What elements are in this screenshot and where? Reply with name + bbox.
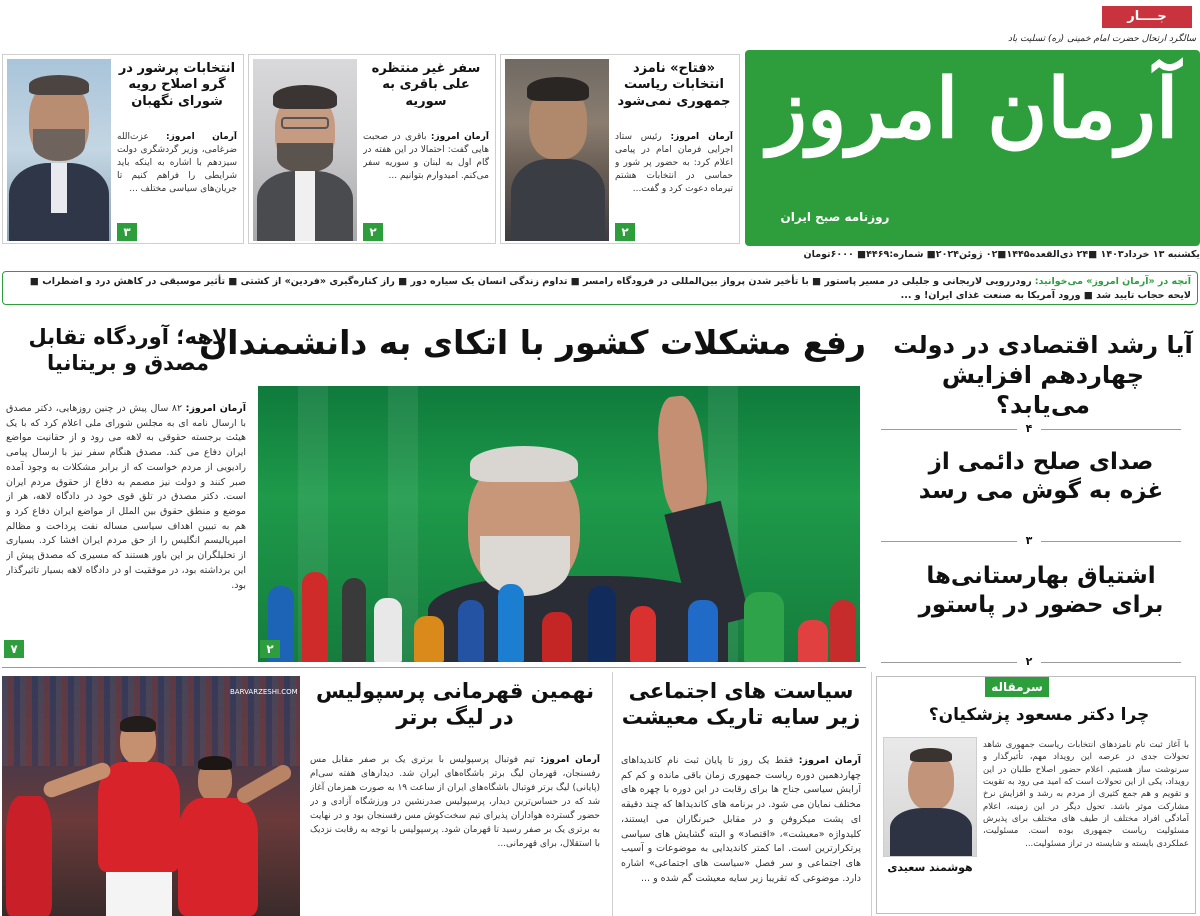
editorial-author: هوشمند سعیدی — [887, 861, 973, 874]
bottom-story-2-text: تیم فوتبال پرسپولیس با برتری یک بر صفر مقابل مس رفسنجان، قهرمان لیگ برتر باشگاه‌های ایران شد. دیدارهای هفته سی‌ام (پایانی) لیگ برتر فوتبال باشگاه‌های ایران از ساعت ۱۹ به صورت همزمان آغاز شد که در حساس‌ترین دیدار، پرسپولیس صدرنشین در ورزشگاه آزادی و در حضور گسترده هواداران پذیرای تیم سخت‌کوش مس رفسنجان بود و در نهایت به برتری یک بر صفر رسید تا قهرمان شود. پرسپولیس با توجه به رقابت نزدیک با استقلال، برای قهرمانی... — [310, 755, 600, 849]
bottom-story-1-text: فقط یک روز تا پایان ثبت نام کاندیداهای چهاردهمین دوره ریاست جمهوری زمان باقی مانده و کم کم آرایش سیاسی جناح ها برای رقابت در این دوره با چهره های مختلف نمایان می شود. در برنامه های کاندیداها که چند دقیقه ای پشت میکروفن و در مقابل خبرنگاران می ایستند، کلیدواژه «معیشت»، «اقتصاد» و البته گشایش های سیاسی پرتکرارترین است. اما کمتر کاندیدایی به موضوعات و آسیب های اجتماعی و سر فصل «سیاست های اجتماعی» اشاره دارد. موضوعی که تقریبا زیر سایه معیشت گم شده و ... — [621, 755, 861, 884]
right-story-3-title[interactable]: اشتیاق بهارستانی‌ها برای حضور در پاستور — [918, 563, 1164, 618]
bottom-story-1-body — [621, 754, 861, 914]
right-story-3-page: ۲ — [1017, 655, 1041, 668]
top-story-1[interactable] — [500, 54, 740, 244]
masthead-tag: جــــار — [1102, 6, 1192, 28]
masthead — [745, 0, 1200, 266]
main-photo — [258, 386, 860, 662]
left-story-body — [6, 402, 246, 638]
top-story-1-lead: آرمان امروز: — [670, 132, 733, 142]
top-story-2-page: ۲ — [363, 223, 383, 241]
bottom-story-1-lead: آرمان امروز: — [798, 755, 861, 766]
top-story-2-title: سفر غیر منتظره علی باقری به سوریه — [371, 61, 481, 109]
bottom-story-1-title: سیاست های اجتماعی زیر سایه تاریک معیشت — [621, 679, 861, 730]
right-story-2-page: ۳ — [1017, 534, 1041, 547]
right-story-1-page: ۴ — [1017, 422, 1041, 435]
masthead-dedication: سالگرد ارتحال حضرت امام خمینی (ره) تسلیت باد — [1008, 34, 1196, 44]
bottom-story-2-lead: آرمان امروز: — [540, 755, 600, 765]
bottom-story-2-title: نهمین قهرمانی پرسپولیس در لیگ برتر — [315, 679, 595, 730]
editorial-title: چرا دکتر مسعود پزشکیان؟ — [928, 705, 1150, 725]
masthead-subtitle: روزنامه صبح ایران — [780, 210, 890, 224]
top-story-3[interactable] — [2, 54, 244, 244]
masthead-logo: آرمان امروز — [767, 61, 1179, 157]
top-story-3-body — [117, 131, 237, 221]
left-story-page: ۷ — [4, 640, 24, 658]
top-story-1-title: «فتاح» نامزد انتخابات ریاست جمهوری نمی‌شود — [617, 61, 731, 109]
ticker-text: رودررویی لاریجانی و جلیلی در مسیر پاستور ■ با تأخیر شدن پرواز بین‌المللی در فرودگاه رامسر ■ تداوم زندگی انسان یک سیاره دور ■ راز کناره‌گیری «فردین» از کشتی ■ تأثیر موسیقی در کاهش درد و اضطراب ■ لایحه حجاب تایید شد ■ ورود آمریکا به صنعت غذای ایران! و ... — [29, 276, 1191, 301]
top-story-3-lead: آرمان امروز: — [166, 132, 237, 142]
main-page: ۲ — [260, 640, 280, 658]
top-story-3-title: انتخابات پرشور در گرو اصلاح رویه شورای نگهبان — [118, 61, 236, 109]
editorial-label: سرمقاله — [985, 677, 1049, 697]
top-story-2[interactable] — [248, 54, 496, 244]
top-story-2-photo — [253, 59, 357, 241]
top-story-1-body — [615, 131, 733, 221]
bottom-story-1[interactable] — [612, 672, 872, 916]
bottom-story-2[interactable] — [304, 672, 608, 916]
top-story-2-text: باقری در صحبت هایی گفت: احتمالا در این هفته در گام اول به لبنان و سوریه سفر می‌کنم. امیدوارم بتوانیم ... — [363, 132, 489, 182]
left-story-lead: آرمان امروز: — [185, 403, 246, 414]
top-story-1-page: ۲ — [615, 223, 635, 241]
football-photo-watermark: BARVARZESHI.COM — [230, 688, 298, 696]
top-story-1-photo — [505, 59, 609, 241]
right-story-2-title[interactable]: صدای صلح دائمی از غزه به گوش می رسد — [918, 449, 1164, 504]
editorial-author-photo — [883, 737, 977, 857]
left-story-text: ۸۲ سال پیش در چنین روزهایی، دکتر مصدق با ارسال نامه ای به مجلس شورای ملی اعلام کرد که با یک هیئت برجسته حقوقی به لاهه می رود و از حقانیت مواضع ایران دفاع می کند. مصدق هنگام سفر نیز با ارسال پیامی رادیویی از مردم خواست که از برابر مشکلات به وجود آمده صبر کنند و دولت نیز مصمم به دفاع از حقوق مردم ایران است. دکتر مصدق در تلق قوی خود در دادگاه لاهه، هر از موضع و منطق حقوق بین الملل از مواضع ایران دفاع کرد و هم به تبیین اهداف سیاسی مساله نفت پرداخت و مظالم امپریالیسم انگلیس را از حق مردم ایران افشا کرد. بسیاری از تحلیلگران بر این باور هستند که مسیری که مصدق پیش از این برداشته بود، در موفقیت او در دادگاه لاهه بسیار تاثیرگذار بود. — [6, 403, 246, 591]
bottom-story-2-body — [310, 754, 600, 914]
ticker-label: آنچه در «آرمان امروز» می‌خوانید: — [1034, 276, 1191, 287]
ticker — [2, 271, 1198, 305]
top-story-3-photo — [7, 59, 111, 241]
top-story-3-text: عزت‌الله ضرغامی، وزیر گردشگری دولت سیزدهم با اشاره به اینکه باید شرایطی را فراهم کنیم تا جریان‌های سیاسی مختلف ... — [117, 132, 237, 195]
left-story[interactable] — [2, 318, 250, 664]
masthead-dateline: یکشنبه ۱۳ خرداد۱۴۰۳ ■۲۴ ذی‌القعده۱۴۴۵■۰۲ ژوئن۲۰۲۴■ شماره:۴۴۶۹■ ۶۰۰۰تومان — [803, 249, 1200, 260]
top-story-2-body — [363, 131, 489, 221]
right-column — [873, 318, 1197, 674]
left-story-title: لاهه؛ آوردگاه تقابل مصدق و بریتانیا — [28, 325, 228, 376]
top-story-1-text: رئیس ستاد اجرایی فرمان امام در پیامی اعلام کرد: به حضور پر شور و حماسی در انتخابات هشتم تیرماه دعوت کرد و گفت... — [615, 132, 733, 195]
top-story-2-lead: آرمان امروز: — [430, 132, 489, 142]
editorial[interactable] — [876, 676, 1196, 914]
top-story-3-page: ۳ — [117, 223, 137, 241]
football-photo — [2, 676, 300, 916]
main-headline[interactable]: رفع مشکلات کشور با اتکای به دانشمندان — [198, 323, 866, 362]
right-story-1-title[interactable]: آیا رشد اقتصادی در دولت چهاردهم افزایش می‌یابد؟ — [893, 331, 1193, 419]
section-divider — [2, 667, 866, 668]
editorial-body: با آغاز ثبت نام نامزدهای انتخابات ریاست جمهوری شاهد تحولات جدی در عرصه این رویداد مهم، تأثیرگذار و سرنوشت ساز هستیم. اعلام حضور اصلاح طلبان در این رویداد، یکی از این تحولات است که امید می رود به تقویت و تقویم و هم جمع کثیری از مردم به رشد و افزایش نرخ مشارکت موثر باشد. تحول دیگر در این زمینه، اعلام آمادگی افراد مختلف از طیف های مختلف برای پذیرش مسئولیت ریاست جمهوری بوده است. مسئولیت، عملکردی بایسته و شایسته در تراز مسئولیت... — [983, 740, 1189, 849]
masthead-logo-panel — [745, 50, 1200, 246]
